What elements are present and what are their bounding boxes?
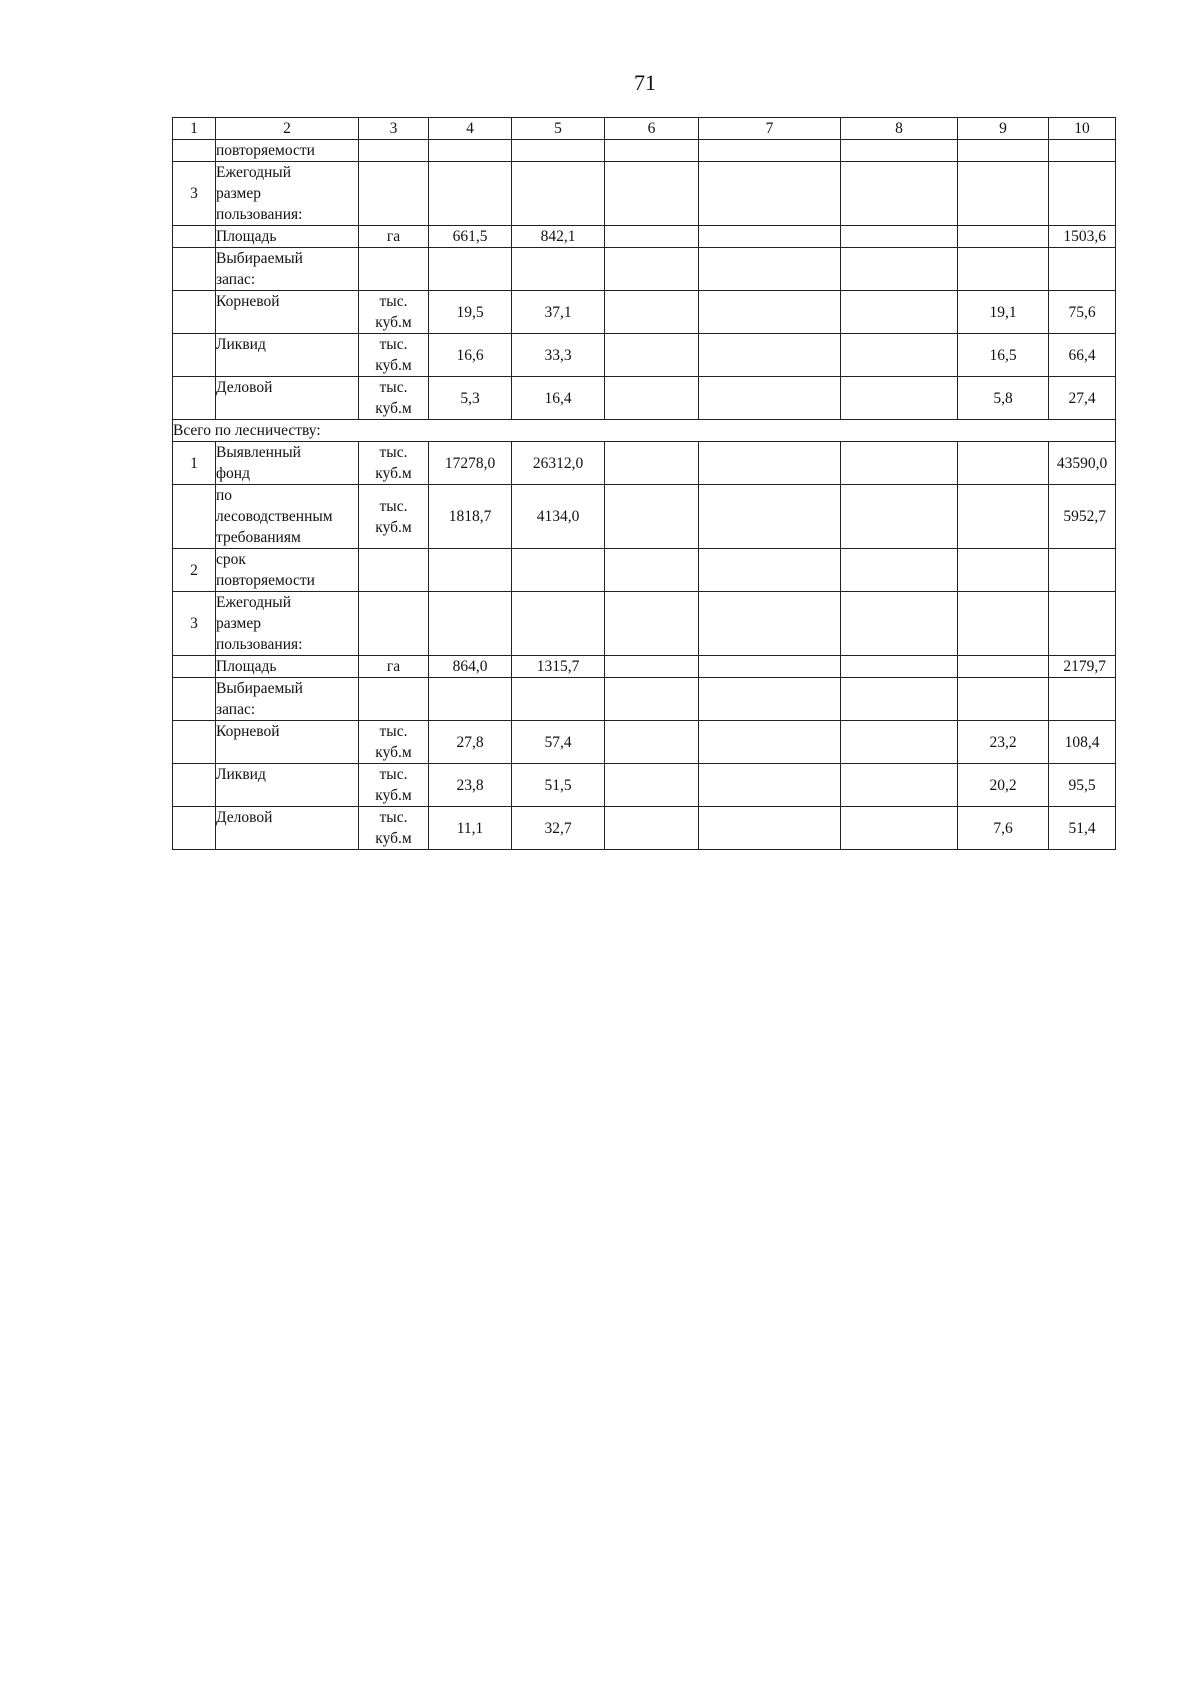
table-row — [173, 442, 1116, 485]
unit-cell: тыс. куб.м — [359, 721, 429, 764]
table-cell — [958, 485, 1049, 549]
table-row — [173, 592, 1116, 656]
value-cell: 51,4 — [1049, 807, 1116, 850]
table-row — [173, 334, 1116, 377]
table-cell — [699, 248, 841, 291]
table-cell — [1049, 248, 1116, 291]
row-label: Корневой — [216, 291, 359, 334]
unit-cell: тыс. куб.м — [359, 764, 429, 807]
table-cell — [699, 334, 841, 377]
row-number: 3 — [173, 592, 216, 656]
value-cell: 864,0 — [429, 656, 512, 678]
unit-cell: тыс. куб.м — [359, 807, 429, 850]
table-cell — [958, 678, 1049, 721]
table-cell — [1049, 549, 1116, 592]
table-cell — [605, 549, 699, 592]
row-label: по лесоводственным требованиям — [216, 485, 359, 549]
table-cell — [605, 140, 699, 162]
table-cell — [841, 721, 958, 764]
value-cell: 2179,7 — [1049, 656, 1116, 678]
table-cell — [958, 162, 1049, 226]
table-cell — [699, 721, 841, 764]
row-label: Деловой — [216, 807, 359, 850]
value-cell: 5,3 — [429, 377, 512, 420]
table-cell — [699, 485, 841, 549]
section-title: Всего по лесничеству: — [173, 420, 1116, 442]
table-cell — [958, 226, 1049, 248]
table-cell — [841, 140, 958, 162]
table-cell — [605, 334, 699, 377]
row-label: Площадь — [216, 656, 359, 678]
table-cell — [359, 162, 429, 226]
value-cell: 23,2 — [958, 721, 1049, 764]
table-cell — [429, 248, 512, 291]
value-cell: 5,8 — [958, 377, 1049, 420]
column-header: 10 — [1049, 118, 1116, 140]
table-cell — [512, 248, 605, 291]
row-label: Выбираемый запас: — [216, 248, 359, 291]
table-cell — [359, 592, 429, 656]
table-cell — [958, 549, 1049, 592]
row-label: Выявленный фонд — [216, 442, 359, 485]
table-row — [173, 248, 1116, 291]
value-cell: 19,1 — [958, 291, 1049, 334]
table-row — [173, 162, 1116, 226]
row-label: срок повторяемости — [216, 549, 359, 592]
column-header: 5 — [512, 118, 605, 140]
table-cell — [605, 807, 699, 850]
table-row — [173, 226, 1116, 248]
unit-cell: тыс. куб.м — [359, 377, 429, 420]
table-cell — [429, 592, 512, 656]
table-row — [173, 764, 1116, 807]
value-cell: 16,6 — [429, 334, 512, 377]
value-cell: 33,3 — [512, 334, 605, 377]
table-cell — [605, 485, 699, 549]
table-cell — [958, 592, 1049, 656]
table-cell — [605, 442, 699, 485]
row-label: Ежегодный размер пользования: — [216, 162, 359, 226]
row-label: Корневой — [216, 721, 359, 764]
table-cell — [173, 807, 216, 850]
table-cell — [699, 764, 841, 807]
value-cell: 7,6 — [958, 807, 1049, 850]
value-cell: 4134,0 — [512, 485, 605, 549]
table-cell — [429, 549, 512, 592]
table-cell — [699, 592, 841, 656]
table-cell — [841, 248, 958, 291]
column-header: 4 — [429, 118, 512, 140]
table-cell — [429, 140, 512, 162]
value-cell: 842,1 — [512, 226, 605, 248]
section-row — [173, 420, 1116, 442]
unit-cell: тыс. куб.м — [359, 291, 429, 334]
table-cell — [841, 162, 958, 226]
table-cell — [958, 656, 1049, 678]
value-cell: 23,8 — [429, 764, 512, 807]
table-cell — [841, 807, 958, 850]
table-cell — [958, 442, 1049, 485]
value-cell: 661,5 — [429, 226, 512, 248]
table-cell — [429, 162, 512, 226]
table-cell — [699, 291, 841, 334]
table-cell — [958, 248, 1049, 291]
row-label: повторяемости — [216, 140, 359, 162]
value-cell: 43590,0 — [1049, 442, 1116, 485]
page-number: 71 — [634, 70, 656, 95]
table-cell — [841, 764, 958, 807]
column-number-row — [173, 118, 1116, 140]
column-header: 8 — [841, 118, 958, 140]
table-cell — [841, 377, 958, 420]
column-header: 6 — [605, 118, 699, 140]
table-cell — [605, 678, 699, 721]
table-row — [173, 485, 1116, 549]
value-cell: 20,2 — [958, 764, 1049, 807]
table-cell — [173, 226, 216, 248]
value-cell: 32,7 — [512, 807, 605, 850]
value-cell: 57,4 — [512, 721, 605, 764]
table-cell — [359, 248, 429, 291]
table-cell — [699, 656, 841, 678]
table-cell — [699, 226, 841, 248]
value-cell: 17278,0 — [429, 442, 512, 485]
value-cell: 108,4 — [1049, 721, 1116, 764]
table-cell — [173, 678, 216, 721]
table-row — [173, 656, 1116, 678]
table-cell — [841, 485, 958, 549]
table-cell — [605, 162, 699, 226]
row-label: Ликвид — [216, 334, 359, 377]
table-cell — [512, 162, 605, 226]
value-cell: 5952,7 — [1049, 485, 1116, 549]
row-label: Площадь — [216, 226, 359, 248]
value-cell: 1315,7 — [512, 656, 605, 678]
table-cell — [605, 248, 699, 291]
table-cell — [359, 140, 429, 162]
value-cell: 51,5 — [512, 764, 605, 807]
unit-cell: тыс. куб.м — [359, 485, 429, 549]
value-cell: 1818,7 — [429, 485, 512, 549]
table-cell — [1049, 678, 1116, 721]
value-cell: 16,4 — [512, 377, 605, 420]
table-cell — [841, 656, 958, 678]
value-cell: 27,4 — [1049, 377, 1116, 420]
table-cell — [699, 442, 841, 485]
table-cell — [173, 656, 216, 678]
value-cell: 26312,0 — [512, 442, 605, 485]
table-cell — [841, 226, 958, 248]
table-cell — [1049, 140, 1116, 162]
table-cell — [699, 549, 841, 592]
value-cell: 95,5 — [1049, 764, 1116, 807]
table-cell — [605, 592, 699, 656]
table-cell — [605, 226, 699, 248]
unit-cell: тыс. куб.м — [359, 334, 429, 377]
table-cell — [841, 442, 958, 485]
table-cell — [173, 721, 216, 764]
table-row — [173, 721, 1116, 764]
table-row — [173, 549, 1116, 592]
value-cell: 16,5 — [958, 334, 1049, 377]
value-cell: 19,5 — [429, 291, 512, 334]
table-cell — [841, 678, 958, 721]
table-cell — [605, 377, 699, 420]
table-cell — [1049, 162, 1116, 226]
table-cell — [605, 291, 699, 334]
table-cell — [512, 592, 605, 656]
forest-use-table — [172, 117, 1116, 850]
table-cell — [958, 140, 1049, 162]
table-cell — [699, 162, 841, 226]
table-cell — [429, 678, 512, 721]
table-cell — [699, 377, 841, 420]
row-label: Деловой — [216, 377, 359, 420]
table-cell — [841, 334, 958, 377]
value-cell: 11,1 — [429, 807, 512, 850]
table-cell — [173, 140, 216, 162]
row-number: 2 — [173, 549, 216, 592]
value-cell: 37,1 — [512, 291, 605, 334]
table-row — [173, 807, 1116, 850]
table-cell — [841, 592, 958, 656]
table-cell — [1049, 592, 1116, 656]
row-label: Ликвид — [216, 764, 359, 807]
value-cell: 1503,6 — [1049, 226, 1116, 248]
table-cell — [173, 291, 216, 334]
table-cell — [173, 334, 216, 377]
value-cell: 27,8 — [429, 721, 512, 764]
table-cell — [605, 764, 699, 807]
row-number: 3 — [173, 162, 216, 226]
column-header: 1 — [173, 118, 216, 140]
table-cell — [699, 807, 841, 850]
table-row — [173, 140, 1116, 162]
table-cell — [173, 248, 216, 291]
table-cell — [605, 656, 699, 678]
column-header: 7 — [699, 118, 841, 140]
row-label: Ежегодный размер пользования: — [216, 592, 359, 656]
table-cell — [173, 764, 216, 807]
column-header: 2 — [216, 118, 359, 140]
column-header: 9 — [958, 118, 1049, 140]
table-cell — [699, 678, 841, 721]
table-row — [173, 377, 1116, 420]
table-cell — [359, 549, 429, 592]
table-cell — [512, 140, 605, 162]
table-cell — [173, 377, 216, 420]
table-cell — [512, 549, 605, 592]
table-cell — [841, 291, 958, 334]
value-cell: 66,4 — [1049, 334, 1116, 377]
table-row — [173, 678, 1116, 721]
row-number: 1 — [173, 442, 216, 485]
table-row — [173, 291, 1116, 334]
unit-cell: га — [359, 656, 429, 678]
unit-cell: га — [359, 226, 429, 248]
row-label: Выбираемый запас: — [216, 678, 359, 721]
table-cell — [699, 140, 841, 162]
table-cell — [359, 678, 429, 721]
value-cell: 75,6 — [1049, 291, 1116, 334]
table-cell — [512, 678, 605, 721]
unit-cell: тыс. куб.м — [359, 442, 429, 485]
table-cell — [173, 485, 216, 549]
column-header: 3 — [359, 118, 429, 140]
table-cell — [841, 549, 958, 592]
table-cell — [605, 721, 699, 764]
